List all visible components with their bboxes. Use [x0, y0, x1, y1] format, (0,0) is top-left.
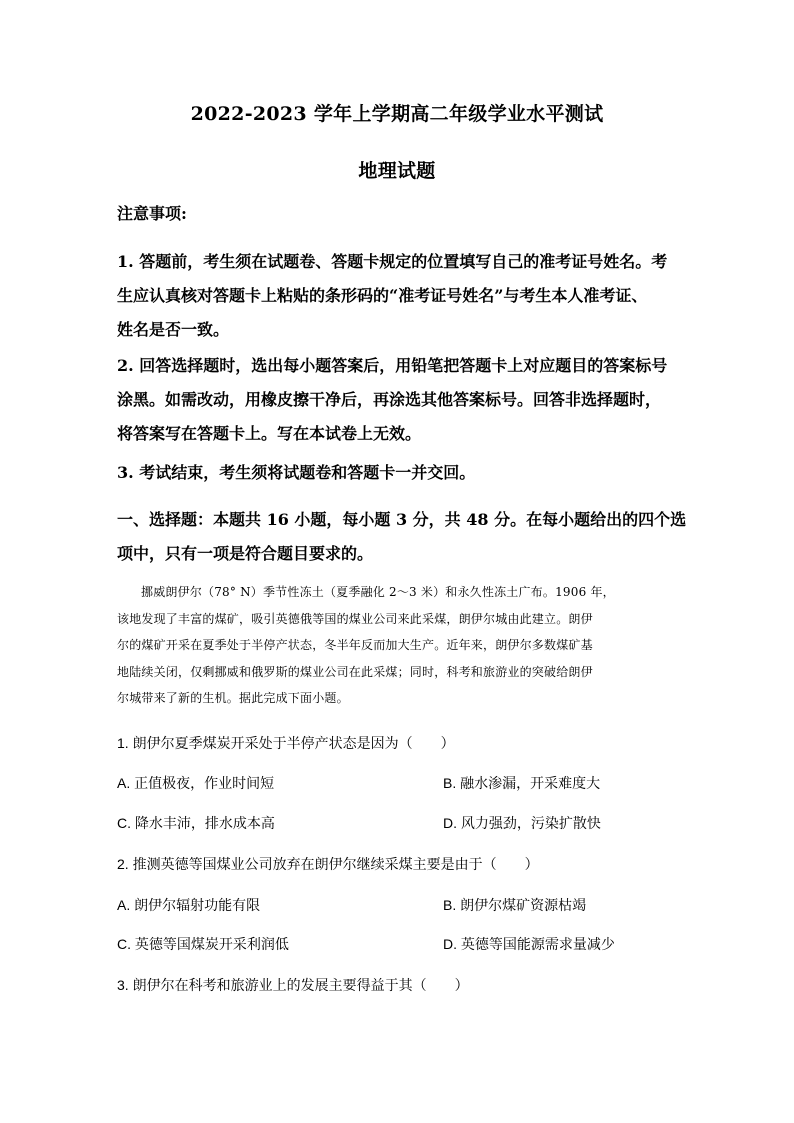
question-3-stem: 3. 朗伊尔在科考和旅游业上的发展主要得益于其（ ） — [117, 977, 469, 993]
notice-item-3-line: 3. 考试结束，考生须将试题卷和答题卡一并交回。 — [117, 463, 476, 482]
notice-item-2 — [117, 349, 677, 451]
section-heading-line: 一、选择题：本题共 16 小题，每小题 3 分，共 48 分。在每小题给出的四个选 — [117, 510, 687, 529]
notice-heading: 注意事项: — [117, 204, 187, 223]
reading-passage — [117, 579, 677, 712]
section-heading-line: 项中，只有一项是符合题目要求的。 — [117, 544, 374, 563]
passage-line: 该地发现了丰富的煤矿，吸引英德俄等国的煤业公司来此采煤，朗伊尔城由此建立。朗伊 — [117, 611, 593, 626]
question-2-option-a: A. 朗伊尔辐射功能有限 — [117, 897, 261, 913]
notice-item-1-line: 姓名是否一致。 — [117, 320, 230, 339]
question-1-option-c: C. 降水丰沛，排水成本高 — [117, 815, 275, 831]
question-2-option-b: B. 朗伊尔煤矿资源枯竭 — [443, 897, 587, 913]
notice-item-1-line: 生应认真核对答题卡上粘贴的条形码的“准考证号姓名”与考生本人准考证、 — [117, 286, 648, 305]
subject-title: 地理试题 — [358, 160, 436, 182]
question-1-stem: 1. 朗伊尔夏季煤炭开采处于半停产状态是因为（ ） — [117, 735, 455, 751]
passage-line: 尔的煤矿开采在夏季处于半停产状态，冬半年反而加大生产。近年来，朗伊尔多数煤矿基 — [117, 638, 593, 652]
notice-item-1 — [117, 245, 677, 347]
passage-line: 尔城带来了新的生机。据此完成下面小题。 — [117, 691, 349, 705]
notice-item-1-line: 1. 答题前，考生须在试题卷、答题卡规定的位置填写自己的准考证号姓名。考 — [117, 252, 668, 271]
exam-title: 2022-2023 学年上学期高二年级学业水平测试 — [190, 103, 604, 125]
question-2-option-d: D. 英德等国能源需求量减少 — [443, 936, 615, 952]
question-2-stem: 2. 推测英德等国煤业公司放弃在朗伊尔继续采煤主要是由于（ ） — [117, 856, 539, 872]
notice-item-2-line: 涂黑。如需改动，用橡皮擦干净后，再涂选其他答案标号。回答非选择题时， — [117, 390, 662, 409]
question-1-option-b: B. 融水渗漏，开采难度大 — [443, 775, 601, 791]
notice-item-2-line: 2. 回答选择题时，选出每小题答案后，用铅笔把答题卡上对应题目的答案标号 — [117, 356, 668, 375]
question-2-option-c: C. 英德等国煤炭开采利润低 — [117, 936, 289, 952]
notice-item-3 — [117, 456, 677, 490]
passage-line: 地陆续关闭，仅剩挪威和俄罗斯的煤业公司在此采煤；同时，科考和旅游业的突破给朗伊 — [117, 664, 593, 679]
question-1-option-a: A. 正值极夜，作业时间短 — [117, 775, 275, 791]
passage-line: 挪威朗伊尔（78° N）季节性冻土（夏季融化 2～3 米）和永久性冻土广布。1906 年， — [141, 585, 615, 599]
question-1-option-d: D. 风力强劲，污染扩散快 — [443, 815, 601, 831]
notice-item-2-line: 将答案写在答题卡上。写在本试卷上无效。 — [117, 424, 422, 443]
section-heading — [117, 503, 687, 571]
